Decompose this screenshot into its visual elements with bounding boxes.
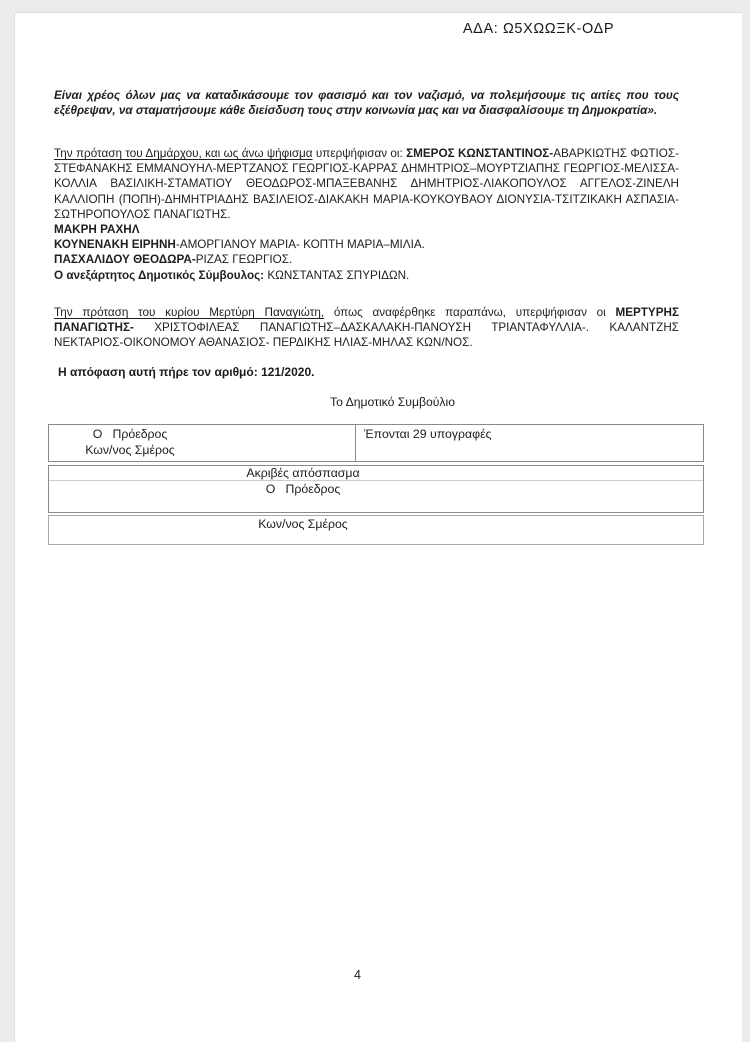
signature-table	[48, 424, 704, 545]
signature-table-row-president	[48, 424, 704, 462]
kounenaki-line	[54, 237, 679, 252]
president-cell	[49, 425, 356, 461]
mayor-vote-section	[54, 146, 679, 283]
resolution-quote-paragraph: Είναι χρέος όλων μας να καταδικάσουμε τον φασισμό και τον ναζισμό, να πολεμήσουμε τις αιτίες που τους εξέθρεψαν, να σταματήσουμε κάθε διείσδυση τους στην κοινωνία μας και να διασφαλίσουμε τη Δημοκρατία».	[54, 89, 679, 118]
decision-number-line: Η απόφαση αυτή πήρε τον αριθμό: 121/2020.	[58, 365, 315, 379]
president-name: Κων/νος Σμέρος	[85, 442, 175, 457]
pasxalidou-line	[54, 252, 679, 267]
kounenaki-bold: ΚΟΥΝΕΝΑΚΗ ΕΙΡΗΝΗ	[54, 238, 176, 252]
mayor-vote-paragraph	[54, 146, 679, 222]
signature-table-certify-block	[48, 465, 704, 513]
mertyris-underlined-phrase: Την πρόταση του κυρίου Μερτύρη Παναγιώτη,	[54, 306, 325, 319]
exact-copy-row: Ακριβές απόσπασμα	[49, 466, 703, 481]
mertyris-middle-text: όπως αναφέρθηκε παραπάνω, υπερψήφισαν οι	[324, 306, 616, 319]
president-block	[65, 427, 195, 458]
independent-label: Ο ανεξάρτητος Δημοτικός Σύμβουλος:	[54, 268, 265, 282]
makri-line: ΜΑΚΡΗ ΡΑΧΗΛ	[54, 223, 140, 237]
mertyris-names: ΧΡΙΣΤΟΦΙΛΕΑΣ ΠΑΝΑΓΙΩΤΗΣ–ΔΑΣΚΑΛΑΚΗ-ΠΑΝΟΥΣΗ ΤΡΙΑΝΤΑΦΥΛΛΙΑ-. ΚΑΛΑΝΤΖΗΣ ΝΕΚΤΑΡΙΟΣ-ΟΙΚΟΝΟΜΟΥ ΑΘΑΝΑΣΙΟΣ- ΠΕΡΔΙΚΗΣ ΗΛΙΑΣ-ΜΗΛΑΣ ΚΩΝ/ΝΟΣ.	[54, 321, 679, 350]
kounenaki-rest: -ΑΜΟΡΓΙΑΝΟΥ ΜΑΡΙΑ- ΚΟΠΤΗ ΜΑΡΙΑ–ΜΙΛΙΑ.	[175, 238, 425, 252]
signatures-cell	[356, 425, 703, 461]
pasxalidou-rest: ΡΙΖΑΣ ΓΕΩΡΓΙΟΣ.	[195, 253, 293, 267]
independent-name: ΚΩΝΣΤΑΝΤΑΣ ΣΠΥΡΙΔΩΝ.	[264, 268, 410, 282]
mayor-vote-underlined-phrase: Την πρόταση του Δημάρχου, και ως άνω ψήφισμα	[54, 147, 313, 160]
president-label: Ο Πρόεδρος	[92, 427, 168, 441]
page-number: 4	[354, 968, 361, 982]
mertyris-first-name: ΜΕΡΤΥΡΗΣ ΠΑΝΑΓΙΩΤΗΣ-	[54, 306, 679, 335]
president-name-2-row: Κων/νος Σμέρος	[48, 515, 704, 545]
document-page	[14, 12, 742, 1042]
council-heading: Το Δημοτικό Συμβούλιο	[329, 395, 456, 409]
independent-councillor-line	[54, 268, 679, 283]
mayor-vote-middle-text: υπερψήφισαν οι:	[312, 147, 407, 160]
signatures-note: Έπονται 29 υπογραφές	[364, 427, 492, 441]
ada-code: ΑΔΑ: Ω5ΧΩΩΞΚ-ΟΔΡ	[462, 21, 615, 37]
pasxalidou-bold: ΠΑΣΧΑΛΙΔΟΥ ΘΕΟΔΩΡΑ-	[54, 253, 196, 267]
president-label-2-row: Ο Πρόεδρος	[265, 482, 341, 496]
mayor-vote-first-name: ΣΜΕΡΟΣ ΚΩΝΣΤΑΝΤΙΝΟΣ-	[406, 147, 554, 160]
mertyris-vote-paragraph	[54, 305, 679, 351]
mayor-vote-names: ΑΒΑΡΚΙΩΤΗΣ ΦΩΤΙΟΣ-ΣΤΕΦΑΝΑΚΗΣ ΕΜΜΑΝΟΥΗΛ-ΜΕΡΤΖΑΝΟΣ ΓΕΩΡΓΙΟΣ-ΚΑΡΡΑΣ ΔΗΜΗΤΡΙΟΣ–ΜΟΥΡΤΖΙΑΠΗΣ ΓΕΩΡΓΙΟΣ-ΜΕΛΙΣΣΑ-ΚΟΛΛΙΑ ΒΑΣΙΛΙΚΗ-ΣΤΑΜΑΤΙΟΥ ΘΕΟΔΩΡΟΣ-ΜΠΑΞΕΒΑΝΗΣ ΔΗΜΗΤΡΙΟΣ-ΛΙΑΚΟΠΟΥΛΟΣ ΑΓΓΕΛΟΣ-ΖΙΝΕΛΗ ΚΑΛΛΙΟΠΗ (ΠΟΠΗ)-ΔΗΜΗΤΡΙΑΔΗΣ ΒΑΣΙΛΕΙΟΣ-ΔΙΑΚΑΚΗ ΜΑΡΙΑ-ΚΟΥΚΟΥΒΑΟΥ ΔΙΟΝΥΣΙΑ-ΤΣΙΤΖΙΚΑΚΗ ΑΣΠΑΣΙΑ-ΣΩΤΗΡΟΠΟΥΛΟΣ ΠΑΝΑΓΙΩΤΗΣ.	[54, 147, 679, 221]
